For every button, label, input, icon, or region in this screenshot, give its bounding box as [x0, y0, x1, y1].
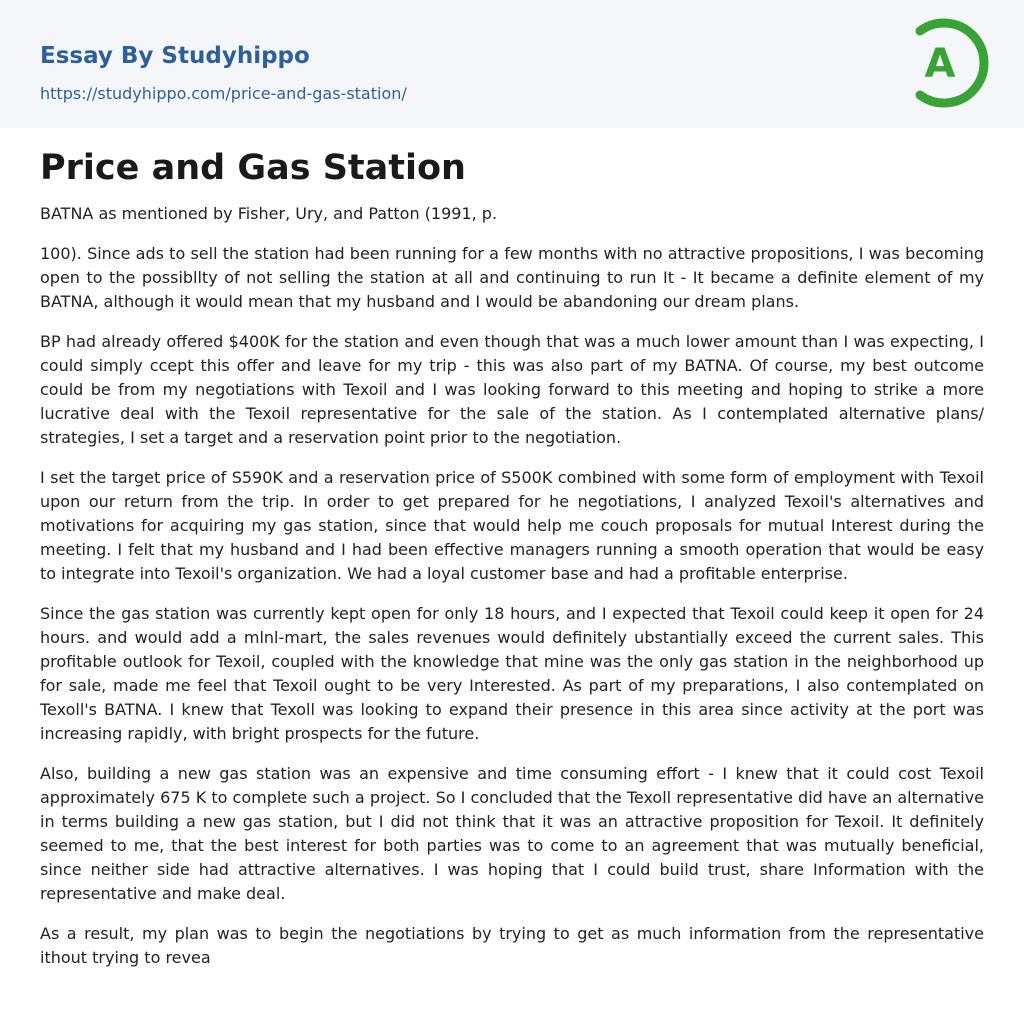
site-brand[interactable]: Essay By Studyhippo — [40, 43, 310, 69]
essay-paragraph: BATNA as mentioned by Fisher, Ury, and Patton (1991, p. — [40, 204, 498, 223]
studyhippo-logo-icon[interactable] — [900, 18, 990, 108]
essay-paragraph: Also, building a new gas station was an expensive and time consuming effort - I knew that it could cost Texoil approximately 675 K to complete such a project. So I concluded that the Texoll representative did have an alternative in terms building a new gas station, but I did not think that it was an attractive proposition for Texoil. It definitely seemed to me, that the best interest for both parties was to come to an agreement that was mutually beneficial, since neither side had attractive alternatives. I was hoping that I could build trust, share Information with the representative and make deal. — [40, 764, 984, 903]
logo-letter: A — [924, 41, 956, 87]
essay-content — [40, 146, 984, 986]
essay-paragraph: 100). Since ads to sell the station had been running for a few months with no attractive propositions, I was becoming open to the possibllty of not selling the station at all and continuing to run It - It became a definite element of my BATNA, although it would mean that my husband and I would be abandoning our dream plans. — [40, 244, 984, 311]
essay-paragraph: BP had already offered $400K for the station and even though that was a much lower amount than I was expecting, I could simply ccept this offer and leave for my trip - this was also part of my BATNA. Of course, my best outcome could be from my negotiations with Texoil and I was looking forward to this meeting and hoping to strike a more lucrative deal with the Texoil representative for the sale of the station. As I contemplated alternative plans/ strategies, I set a target and a reservation point prior to the negotiation. — [40, 332, 984, 447]
essay-paragraph: I set the target price of S590K and a reservation price of S500K combined with some form of employment with Texoil upon our return from the trip. In order to get prepared for he negotiations, I analyzed Texoil's alternatives and motivations for acquiring my gas station, since that would help me couch proposals for mutual Interest during the meeting. I felt that my husband and I had been effective managers running a smooth operation that would be easy to integrate into Texoil's organization. We had a loyal customer base and had a profitable enterprise. — [40, 468, 984, 583]
essay-paragraph: As a result, my plan was to begin the negotiations by trying to get as much information from the representative ithout trying to revea — [40, 924, 984, 967]
essay-url-link[interactable]: https://studyhippo.com/price-and-gas-station/ — [40, 84, 407, 103]
logo-graphic — [900, 18, 990, 108]
site-header — [0, 0, 1024, 128]
essay-title: Price and Gas Station — [40, 148, 466, 188]
essay-paragraph: Since the gas station was currently kept open for only 18 hours, and I expected that Texoil could keep it open for 24 hours. and would add a mlnl-mart, the sales revenues would definitely ubstantially exceed the current sales. This profitable outlook for Texoil, coupled with the knowledge that mine was the only gas station in the neighborhood up for sale, made me feel that Texoil ought to be very Interested. As part of my preparations, I also contemplated on Texoll's BATNA. I knew that Texoll was looking to expand their presence in this area since activity at the port was increasing rapidly, with bright prospects for the future. — [40, 604, 984, 743]
